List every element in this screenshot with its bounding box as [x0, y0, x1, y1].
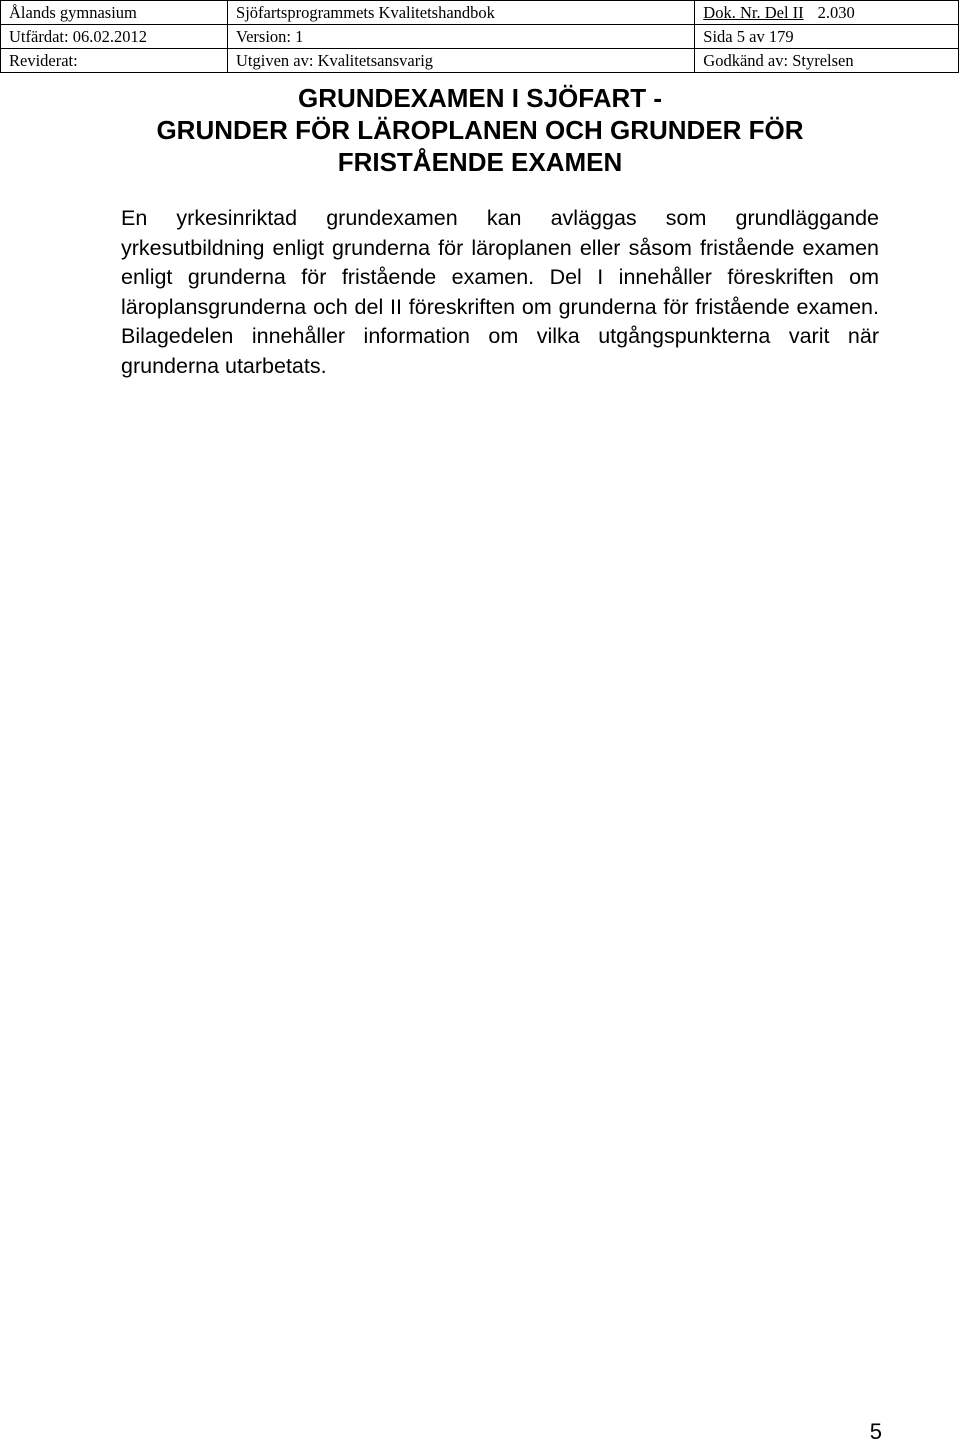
revised-label: Reviderat:: [9, 51, 78, 70]
approver-cell: [695, 49, 959, 73]
body-paragraph: En yrkesinriktad grundexamen kan avläggas som grundläggande yrkesutbildning enligt grunderna för läroplanen eller såsom fristående examen enligt grunderna för fristående examen. Del I innehåller föreskriften om läroplansgrunderna och del II föreskriften om grunderna för fristående examen. Bilagedelen innehåller information om vilka utgångspunkterna varit när grunderna utarbetats.: [121, 206, 879, 378]
publisher-name: Kvalitetsansvarig: [317, 51, 434, 70]
publisher-label: Utgiven av:: [236, 51, 314, 70]
page-current: 5: [736, 27, 746, 46]
approved-label: Godkänd av:: [703, 51, 789, 70]
page-count-cell: [695, 25, 959, 49]
header-row-3: [1, 49, 959, 73]
header-row-2: [1, 25, 959, 49]
page-label: Sida: [703, 27, 733, 46]
approver-name: Styrelsen: [792, 51, 854, 70]
page-title: [60, 82, 900, 178]
publisher-cell: [228, 49, 695, 73]
title-line-1: GRUNDEXAMEN I SJÖFART -: [297, 83, 663, 113]
version-cell: [228, 25, 695, 49]
handbook-name-text: Sjöfartsprogrammets Kvalitetshandbok: [236, 3, 495, 22]
page-number: 5: [869, 1419, 882, 1444]
page-total: 179: [768, 27, 794, 46]
school-name-text: Ålands gymnasium: [9, 3, 137, 22]
school-name: [1, 1, 228, 25]
doc-number-label: Dok. Nr. Del II: [703, 3, 804, 22]
issued-label: Utfärdat:: [9, 27, 69, 46]
handbook-name: [228, 1, 695, 25]
doc-number-value: 2.030: [817, 3, 855, 22]
issued-date-cell: [1, 25, 228, 49]
document-header: [0, 0, 959, 73]
title-line-2: GRUNDER FÖR LÄROPLANEN OCH GRUNDER FÖR: [156, 115, 804, 145]
page-of: av: [749, 27, 765, 46]
revised-cell: [1, 49, 228, 73]
document-number: [695, 1, 959, 25]
title-line-3: FRISTÅENDE EXAMEN: [337, 147, 623, 177]
issued-date: 06.02.2012: [72, 27, 147, 46]
header-row-1: [1, 1, 959, 25]
version-text: Version: 1: [236, 27, 304, 46]
